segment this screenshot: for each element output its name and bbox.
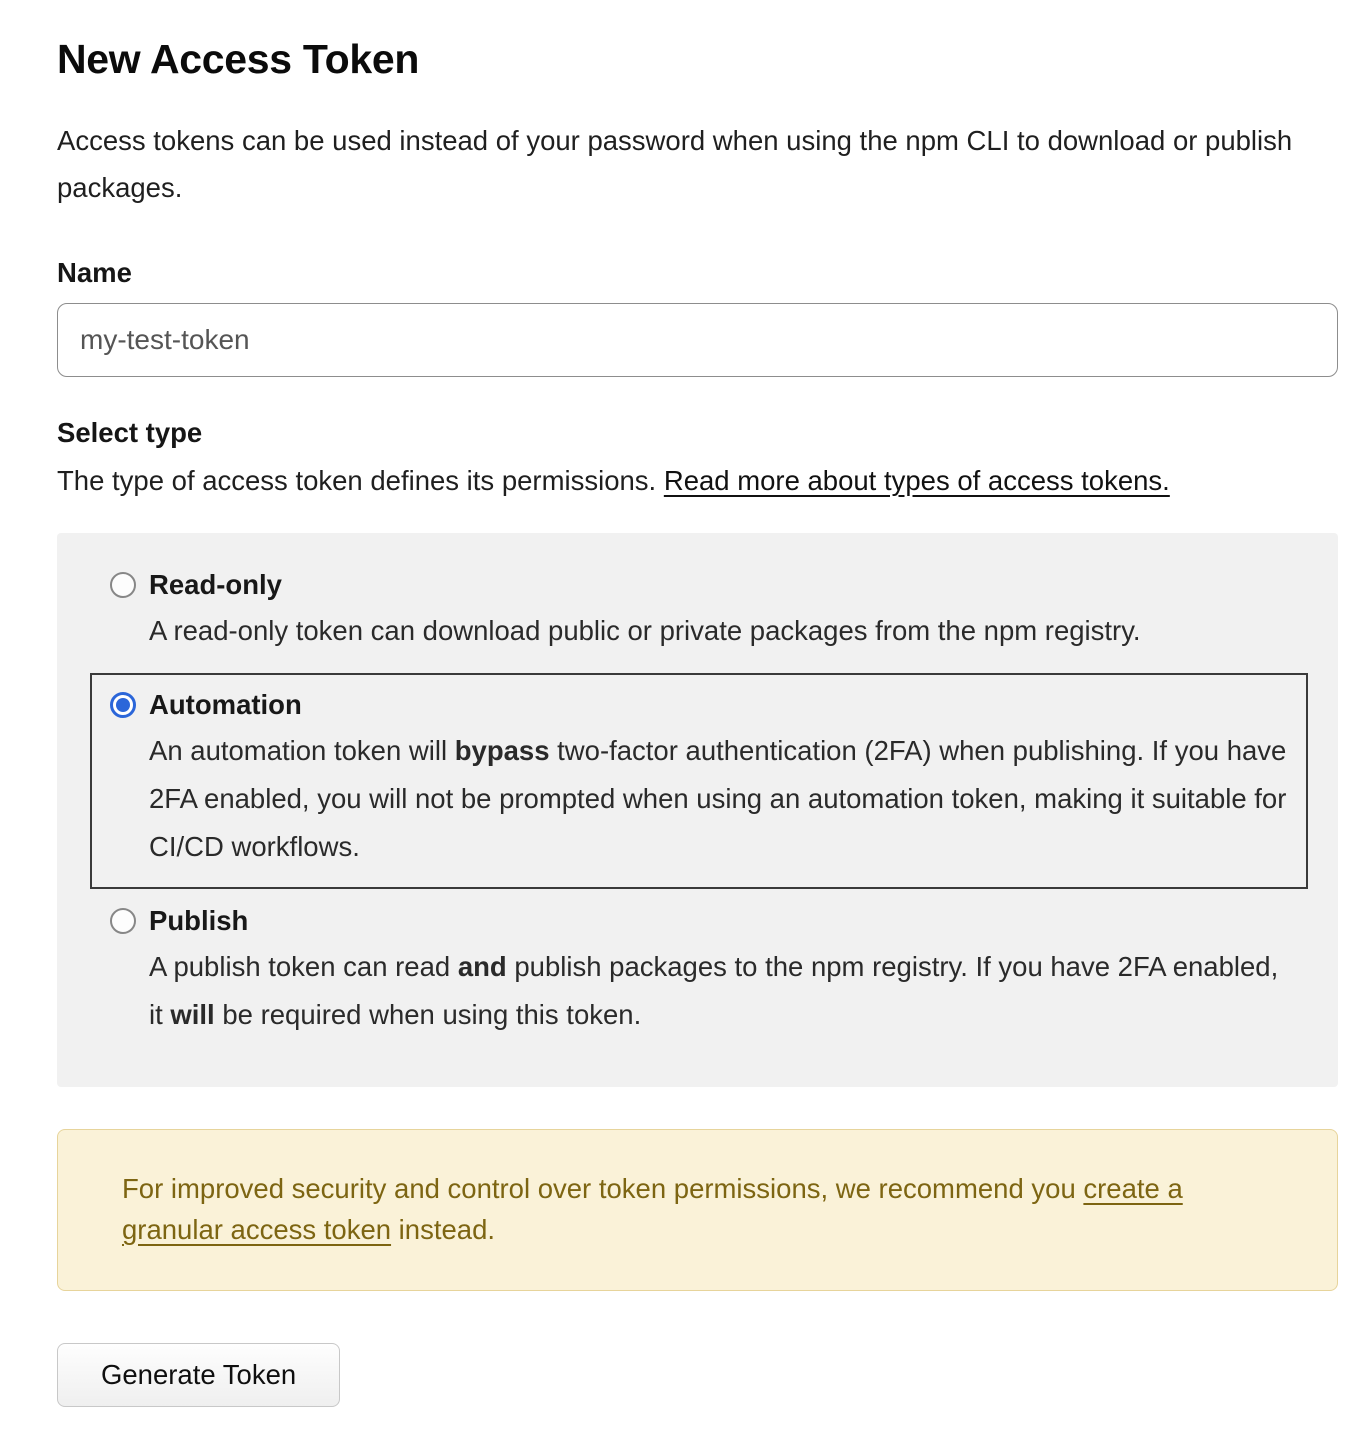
desc-segment: A publish token can read (149, 951, 458, 982)
option-automation-description (149, 727, 1288, 871)
granular-token-warning-banner (57, 1129, 1338, 1291)
option-automation-label: Automation (149, 689, 302, 720)
generate-token-button[interactable]: Generate Token (57, 1343, 340, 1407)
select-type-description-text: The type of access token defines its permissions. (57, 465, 664, 496)
radio-dot (116, 698, 130, 712)
desc-segment: be required when using this token. (214, 999, 642, 1030)
option-publish-description (149, 943, 1288, 1039)
warning-text-before: For improved security and control over token permissions, we recommend you (122, 1173, 1084, 1204)
token-name-input[interactable] (57, 303, 1338, 377)
page-title: New Access Token (57, 36, 420, 82)
radio-button-read-only[interactable] (110, 572, 136, 598)
desc-segment: A read-only token can download public or private packages from the npm registry. (149, 615, 1141, 646)
select-type-heading: Select type (57, 417, 203, 448)
radio-button-automation[interactable] (110, 692, 136, 718)
option-publish[interactable] (90, 889, 1308, 1057)
warning-text-after: instead. (391, 1214, 496, 1245)
select-type-description (57, 465, 1338, 497)
option-automation-row (110, 689, 1288, 721)
option-publish-row (110, 905, 1288, 937)
radio-button-publish[interactable] (110, 908, 136, 934)
option-read-only[interactable] (90, 553, 1308, 673)
desc-segment-bold: and (457, 951, 507, 982)
option-publish-label: Publish (149, 905, 249, 936)
desc-segment: An automation token will (149, 735, 455, 766)
desc-segment: publish packages to the npm registry. If you have 2FA enabled, it (149, 951, 1279, 1030)
create-granular-token-link[interactable]: create a granular access token (122, 1173, 1183, 1245)
token-type-radio-group (57, 533, 1338, 1087)
option-read-only-label: Read-only (149, 569, 282, 600)
desc-segment: two-factor authentication (2FA) when publishing. If you have 2FA enabled, you will not be prompted when using an automation token, making it suitable for CI/CD workflows. (149, 735, 1287, 862)
option-automation[interactable] (90, 673, 1308, 889)
desc-segment-bold: bypass (454, 735, 550, 766)
read-more-link[interactable]: Read more about types of access tokens. (663, 465, 1170, 496)
option-read-only-description (149, 607, 1288, 655)
warning-text (122, 1168, 1267, 1250)
intro-text: Access tokens can be used instead of your password when using the npm CLI to download or publish packages. (57, 125, 1293, 203)
name-field-label: Name (57, 257, 132, 288)
option-read-only-row (110, 569, 1288, 601)
desc-segment-bold: will (170, 999, 215, 1030)
